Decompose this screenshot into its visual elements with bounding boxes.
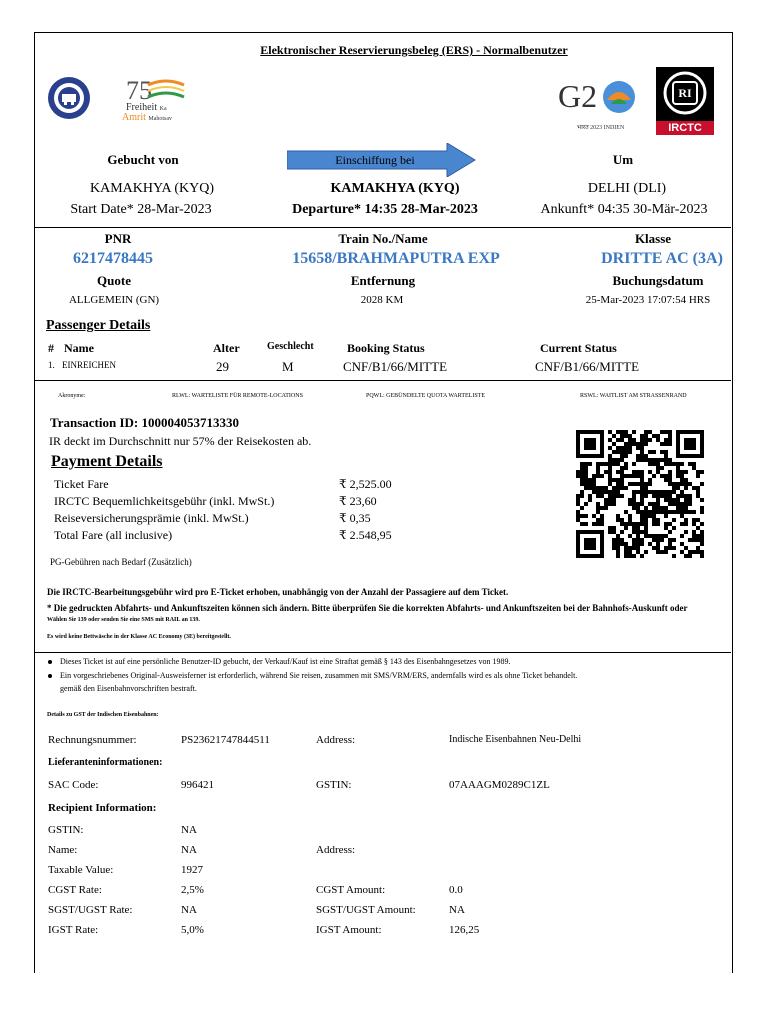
igst-rate-label: IGST Rate:	[48, 924, 99, 936]
irctc-ri: RI	[678, 86, 692, 100]
qr-code	[576, 430, 704, 558]
fare-label: IRCTC Bequemlichkeitsgebühr (inkl. MwSt.)	[54, 494, 275, 508]
bullet-icon	[48, 660, 52, 664]
class-label: Klasse	[634, 231, 672, 246]
col-no: #	[48, 341, 54, 355]
recipient-gstin-value: NA	[181, 824, 197, 836]
sgst-amount-value: NA	[449, 904, 465, 916]
cgst-amount-value: 0.0	[449, 884, 463, 896]
azadi-75-logo	[126, 75, 188, 105]
acronym-rlwl: RLWL: WARTELISTE FÜR REMOTE-LOCATIONS	[172, 393, 303, 399]
recipient-name-label: Name:	[48, 844, 78, 856]
payment-details-heading: Payment Details	[51, 453, 163, 470]
distance-label: Entfernung	[350, 273, 416, 288]
boarding-label: Einschiffung bei	[335, 153, 415, 167]
col-booking-status: Booking Status	[347, 341, 425, 355]
booking-date-label: Buchungsdatum	[612, 273, 704, 288]
gstin-value: 07AAAGM0289C1ZL	[449, 779, 550, 791]
start-date: Start Date* 28-Mar-2023	[70, 202, 212, 217]
azadi-amrit: Amrit	[122, 112, 146, 123]
acronym-rswl: RSWL: WAITLIST AM STRASSENRAND	[580, 393, 687, 399]
acronyms-label: Akronyme:	[58, 393, 86, 399]
passenger-no: 1.	[48, 360, 55, 370]
azadi-mahotsav: Mahotsav	[148, 116, 173, 122]
fare-label: Ticket Fare	[54, 477, 109, 491]
gstin-label: GSTIN:	[316, 779, 352, 791]
address-value: Indische Eisenbahnen Neu-Delhi	[449, 734, 582, 745]
sgst-amount-label: SGST/UGST Amount:	[316, 904, 416, 916]
fare-value: ₹ 2.548,95	[339, 528, 392, 542]
azadi-text: Freiheit	[126, 102, 158, 113]
g20-subtext: भारत 2023 INDIEN	[577, 125, 625, 131]
ir-cost-note: IR deckt im Durchschnitt nur 57% der Reisekosten ab.	[49, 434, 312, 448]
g20-lotus-icon	[602, 80, 636, 114]
quota-value: ALLGEMEIN (GN)	[68, 294, 160, 306]
indian-railways-logo	[47, 76, 91, 120]
passenger-booking-status: CNF/B1/66/MITTE	[343, 359, 448, 374]
fare-value: ₹ 0,35	[339, 511, 371, 525]
fare-label: Total Fare (all inclusive)	[54, 528, 173, 542]
invoice-label: Rechnungsnummer:	[48, 734, 137, 746]
igst-amount-value: 126,25	[449, 924, 480, 936]
recipient-gstin-label: GSTIN:	[48, 824, 84, 836]
passenger-current-status: CNF/B1/66/MITTE	[535, 359, 640, 374]
train-name: 15658/BRAHMAPUTRA EXP	[292, 250, 500, 267]
col-age: Alter	[213, 341, 240, 355]
distance-value: 2028 KM	[360, 294, 404, 306]
arrival-time: Ankunft* 04:35 30-Mär-2023	[540, 202, 708, 217]
cgst-rate-label: CGST Rate:	[48, 884, 102, 896]
passenger-gender: M	[282, 359, 294, 374]
fare-value: ₹ 23,60	[339, 494, 377, 508]
pg-charges-note: PG-Gebühren nach Bedarf (Zusätzlich)	[50, 557, 192, 567]
gst-heading: Details zu GST der Indischen Eisenbahnen:	[47, 712, 159, 718]
taxable-value: 1927	[181, 864, 203, 876]
ticket-title: Elektronischer Reservierungsbeleg (ERS) - Normalbenutzer	[260, 43, 568, 57]
bullet-icon	[48, 674, 52, 678]
recipient-name-value: NA	[181, 844, 197, 856]
sgst-rate-label: SGST/UGST Rate:	[48, 904, 133, 916]
ticket-rule-2: Ein vorgeschriebenes Original-Ausweisferner ist erforderlich, während Sie reisen, zusammen mit SMS/VRM/ERS, andernfalls wird es als ohne Ticket behandelt.	[60, 671, 578, 680]
to-station: DELHI (DLI)	[587, 181, 667, 196]
passenger-age: 29	[216, 359, 229, 374]
train-label: Train No./Name	[338, 231, 428, 246]
supplier-heading: Lieferanteninformationen:	[48, 757, 163, 768]
sac-value: 996421	[181, 779, 214, 791]
travel-class: DRITTE AC (3A)	[601, 250, 723, 267]
acronym-pqwl: PQWL: GEBÜNDELTE QUOTA WARTELISTE	[366, 393, 485, 399]
invoice-value: PS23621747844511	[181, 734, 270, 746]
booked-from-label: Gebucht von	[107, 152, 179, 167]
quota-label: Quote	[97, 273, 131, 288]
divider	[34, 652, 731, 653]
enquiry-note: Wählen Sie 139 oder senden Sie eine SMS mit RAIL an 139.	[47, 617, 200, 623]
col-name: Name	[64, 341, 94, 355]
azadi-ka: Ka	[159, 106, 167, 112]
svg-text:75: 75	[126, 76, 152, 105]
taxable-label: Taxable Value:	[48, 864, 114, 876]
sac-label: SAC Code:	[48, 779, 99, 791]
col-current-status: Current Status	[540, 341, 617, 355]
ticket-rule-1: Dieses Ticket ist auf eine persönliche Benutzer-ID gebucht, der Verkauf/Kauf ist eine Straftat gemäß § 143 des Eisenbahngesetzes von 1989.	[60, 657, 511, 666]
from-station: KAMAKHYA (KYQ)	[89, 181, 215, 196]
bedding-note: Es wird keine Bettwäsche in der Klasse AC Economy (3E) bereitgestellt.	[47, 634, 231, 640]
g20-logo-text: G2	[558, 78, 598, 114]
fare-label: Reiseversicherungsprämie (inkl. MwSt.)	[54, 511, 249, 525]
boarding-station: KAMAKHYA (KYQ)	[330, 181, 460, 196]
cgst-rate-value: 2,5%	[181, 884, 204, 896]
passenger-name: EINREICHEN	[62, 360, 116, 370]
pnr-label: PNR	[104, 231, 132, 246]
ticket-rule-2-cont: gemäß den Eisenbahnvorschriften bestraft.	[60, 684, 197, 693]
fare-value: ₹ 2,525.00	[339, 477, 392, 491]
igst-rate-value: 5,0%	[181, 924, 204, 936]
recipient-heading: Recipient Information:	[48, 802, 157, 814]
irctc-fee-note: Die IRCTC-Bearbeitungsgebühr wird pro E-Ticket erhoben, unabhängig von der Anzahl der Passagiere auf dem Ticket.	[47, 587, 509, 597]
sgst-rate-value: NA	[181, 904, 197, 916]
to-label: Um	[612, 152, 634, 167]
igst-amount-label: IGST Amount:	[316, 924, 382, 936]
timing-note: * Die gedruckten Abfahrts- und Ankunftszeiten können sich ändern. Bitte überprüfen Sie die korrekten Abfahrts- und Ankunftszeiten bei der Bahnhofs-Auskunft oder	[47, 603, 688, 613]
irctc-logo	[656, 67, 714, 135]
address-label: Address:	[316, 734, 356, 746]
divider	[34, 380, 731, 381]
departure-time: Departure* 14:35 28-Mar-2023	[292, 202, 478, 217]
col-gender: Geschlecht	[267, 341, 314, 352]
recipient-address-label: Address:	[316, 844, 356, 856]
pnr-number: 6217478445	[73, 250, 153, 267]
divider	[34, 227, 731, 228]
passenger-details-heading: Passenger Details	[46, 318, 151, 333]
irctc-label: IRCTC	[656, 121, 714, 135]
booking-date-value: 25-Mar-2023 17:07:54 HRS	[585, 294, 711, 306]
transaction-id: Transaction ID: 100004053713330	[50, 415, 239, 430]
cgst-amount-label: CGST Amount:	[316, 884, 386, 896]
